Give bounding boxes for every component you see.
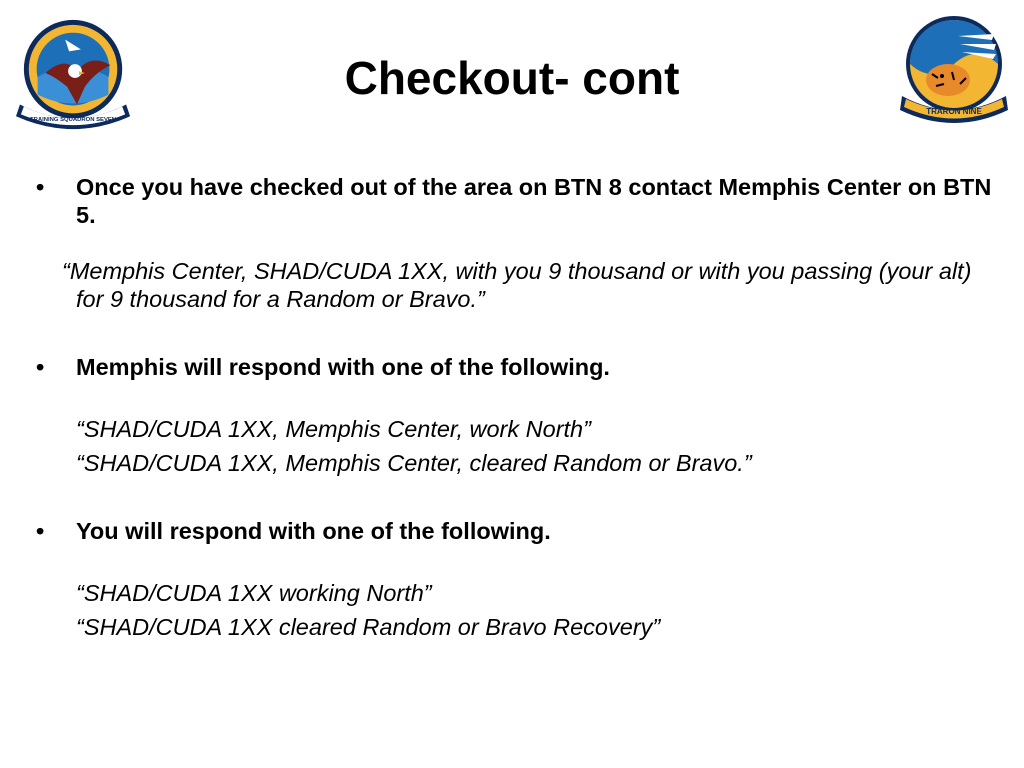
quote-text: “Memphis Center, SHAD/CUDA 1XX, with you 9 thousand or with you passing (your alt) for 9 thousand for a Random or Bravo.” xyxy=(62,258,972,312)
bullet-text: You will respond with one of the following. xyxy=(76,518,551,544)
quote-text: “SHAD/CUDA 1XX cleared Random or Bravo Recovery” xyxy=(76,614,661,640)
svg-text:TRARON NINE: TRARON NINE xyxy=(926,107,982,116)
bullet-text: Memphis will respond with one of the following. xyxy=(76,354,610,380)
bullet-item xyxy=(36,353,996,381)
bullet-text: Once you have checked out of the area on BTN 8 contact Memphis Center on BTN 5. xyxy=(76,174,992,228)
bullet-item xyxy=(36,173,996,229)
quote-text: “SHAD/CUDA 1XX, Memphis Center, cleared Random or Bravo.” xyxy=(76,450,752,476)
bullet-marker: • xyxy=(36,354,45,380)
quote-text: “SHAD/CUDA 1XX working North” xyxy=(76,580,432,606)
bullet-marker: • xyxy=(36,518,45,544)
slide-title: Checkout- cont xyxy=(344,52,680,104)
bullet-marker: • xyxy=(36,174,45,200)
bullet-item xyxy=(36,517,996,545)
svg-text:TRAINING SQUADRON SEVEN: TRAINING SQUADRON SEVEN xyxy=(29,117,117,124)
slide-content xyxy=(36,173,996,641)
quote-text: “SHAD/CUDA 1XX, Memphis Center, work North” xyxy=(76,416,591,442)
